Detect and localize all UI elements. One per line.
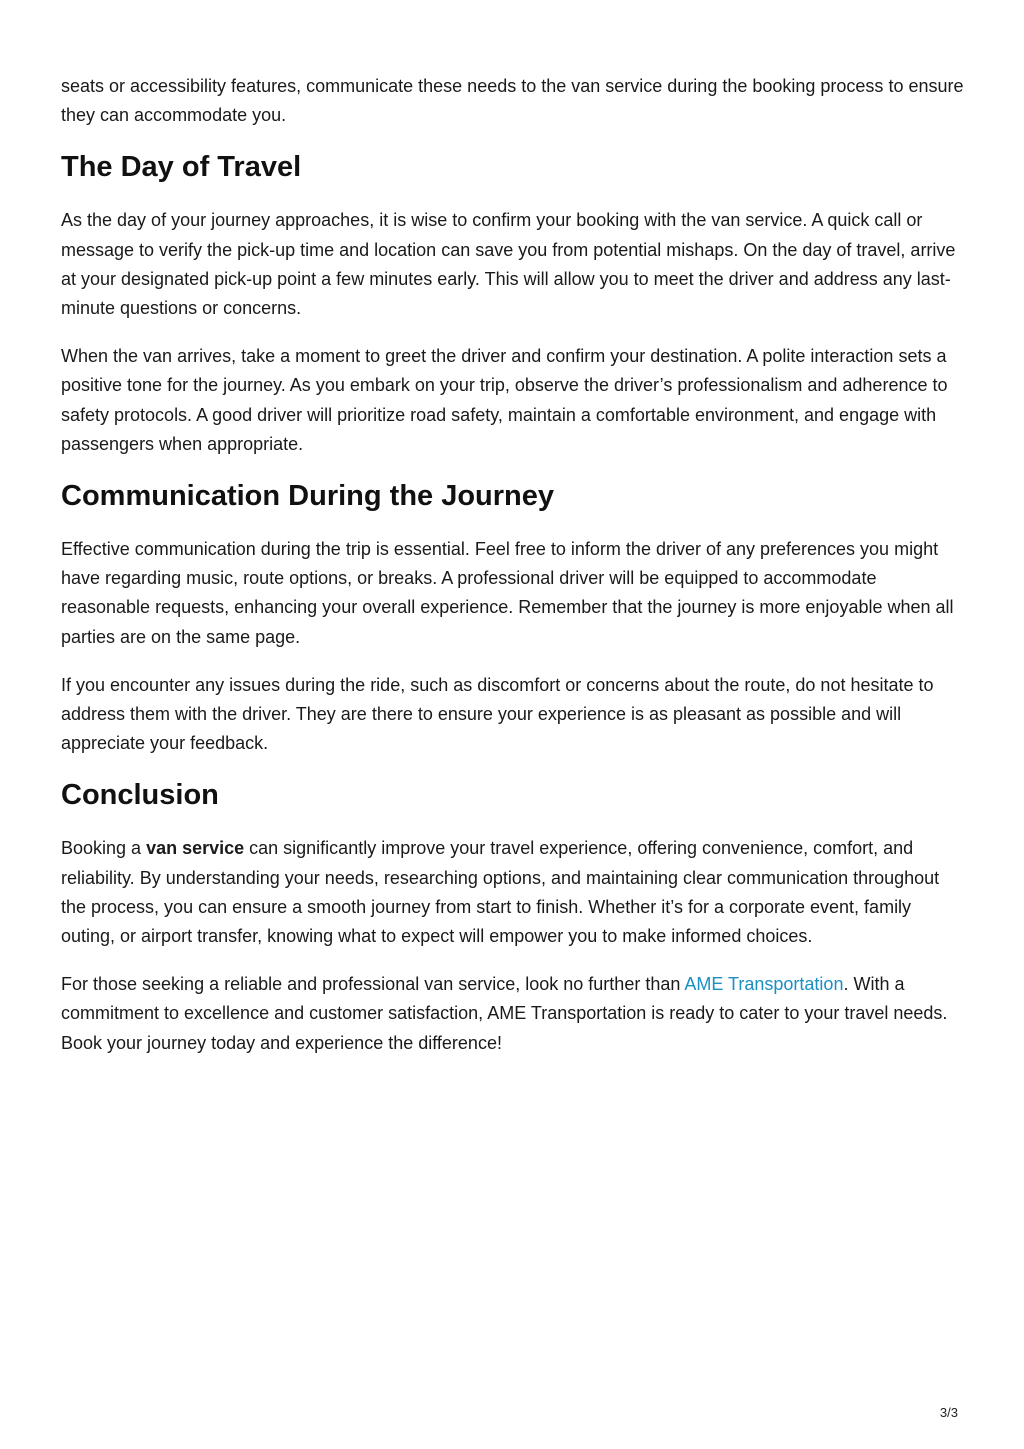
heading-communication: Communication During the Journey bbox=[61, 480, 555, 513]
conclusion-paragraph-2 bbox=[61, 970, 966, 1058]
heading-conclusion: Conclusion bbox=[61, 779, 219, 812]
document-page bbox=[61, 72, 966, 1077]
day-of-travel-paragraph-2: When the van arrives, take a moment to greet the driver and confirm your destination. A polite interaction sets a positive tone for the journey. As you embark on your trip, observe the driver’s professionalism and adherence to safety protocols. A good driver will prioritize road safety, maintain a comfortable environment, and engage with passengers when appropriate. bbox=[61, 346, 948, 454]
intro-paragraph: seats or accessibility features, communicate these needs to the van service during the booking process to ensure they can accommodate you. bbox=[61, 76, 964, 126]
heading-day-of-travel: The Day of Travel bbox=[61, 151, 302, 184]
conclusion-paragraph-1 bbox=[61, 834, 966, 951]
conclusion-p2-text-before: For those seeking a reliable and professional van service, look no further than bbox=[61, 974, 685, 995]
conclusion-p1-text-before: Booking a bbox=[61, 838, 147, 859]
ame-transportation-link[interactable]: AME Transportation bbox=[684, 974, 844, 995]
conclusion-p2-text-after: . With a commitment to excellence and customer satisfaction, AME Transportation is ready to cater to your travel needs. Book your journey today and experience the difference! bbox=[61, 974, 948, 1053]
communication-paragraph-2: If you encounter any issues during the ride, such as discomfort or concerns about the route, do not hesitate to address them with the driver. They are there to ensure your experience is as pleasant as possible and will appreciate your feedback. bbox=[61, 674, 934, 754]
conclusion-p1-text-after: can significantly improve your travel experience, offering convenience, comfort, and reliability. By understanding your needs, researching options, and maintaining clear communication throughout the process, you can ensure a smooth journey from start to finish. Whether it’s for a corporate event, family outing, or airport transfer, knowing what to expect will empower you to make informed choices. bbox=[61, 838, 940, 947]
page-number: 3/3 bbox=[939, 1405, 958, 1420]
communication-paragraph-1: Effective communication during the trip is essential. Feel free to inform the driver of any preferences you might have regarding music, route options, or breaks. A professional driver will be equipped to accommodate reasonable requests, enhancing your overall experience. Remember that the journey is more enjoyable when all parties are on the same page. bbox=[61, 539, 954, 647]
van-service-bold-text: van service bbox=[146, 838, 245, 859]
day-of-travel-paragraph-1: As the day of your journey approaches, it is wise to confirm your booking with the van service. A quick call or message to verify the pick-up time and location can save you from potential mishaps. On the day of travel, arrive at your designated pick-up point a few minutes early. This will allow you to meet the driver and address any last-minute questions or concerns. bbox=[61, 210, 956, 319]
